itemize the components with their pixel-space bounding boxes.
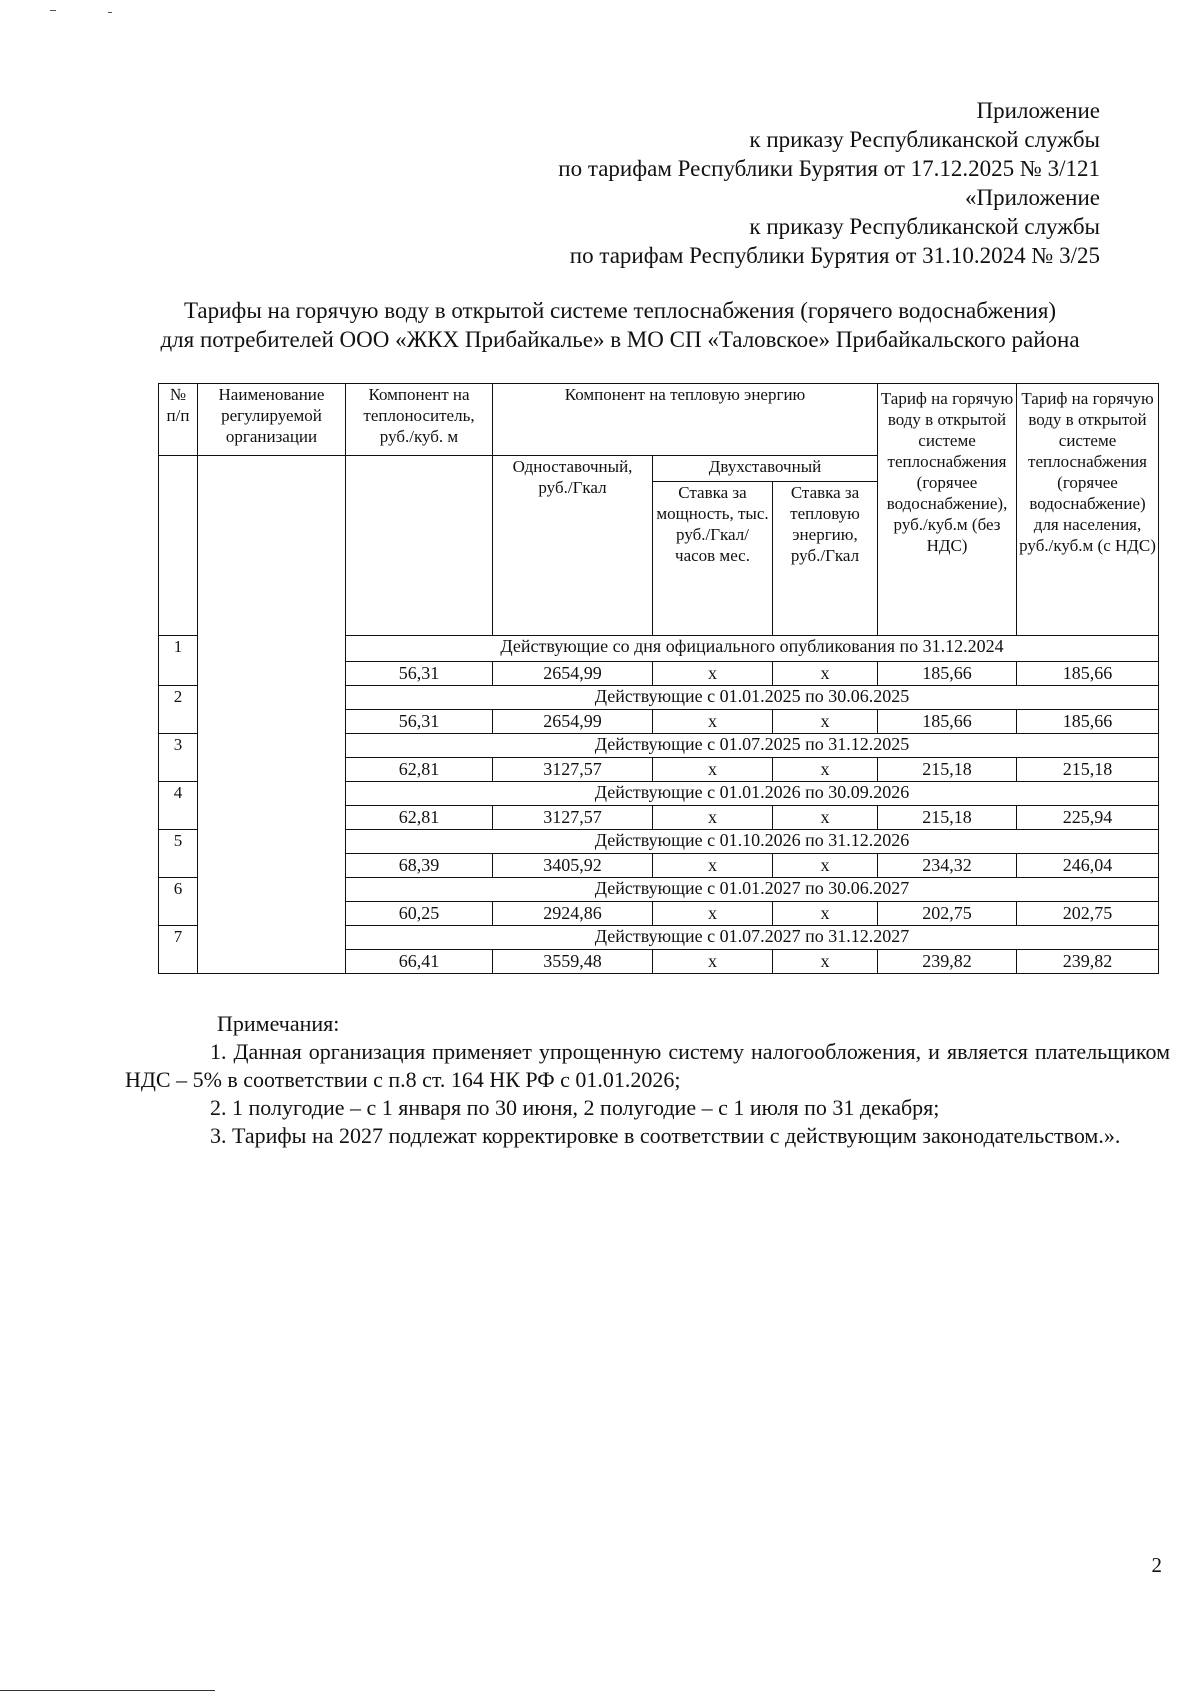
period-label: Действующие со дня официального опубликования по 31.12.2024	[346, 636, 1159, 662]
energy-rate-value: х	[773, 806, 878, 830]
header-num-empty	[159, 456, 198, 636]
notes-section	[125, 1010, 1170, 1150]
header-line: «Приложение	[965, 185, 1100, 210]
capacity-rate-value: х	[653, 854, 773, 878]
note-item: 3. Тарифы на 2027 подлежат корректировке в соответствии с действующим законодательством.».	[210, 1123, 1121, 1148]
header-num: № п/п	[159, 384, 198, 456]
period-label: Действующие с 01.01.2025 по 30.06.2025	[346, 686, 1159, 710]
header-heat: Компонент на тепловую энергию	[493, 384, 878, 456]
row-number: 1	[159, 636, 198, 686]
carrier-value: 56,31	[346, 710, 493, 734]
energy-rate-value: х	[773, 662, 878, 686]
tariff-population-value: 246,04	[1017, 854, 1159, 878]
tariff-value: 239,82	[878, 950, 1017, 974]
row-number: 7	[159, 926, 198, 974]
carrier-value: 62,81	[346, 806, 493, 830]
header-capacity: Ставка за мощность, тыс. руб./Гкал/ часов мес.	[653, 482, 773, 636]
header-line: к приказу Республиканской службы	[749, 214, 1100, 239]
scan-speck	[108, 12, 112, 13]
energy-rate-value: х	[773, 710, 878, 734]
carrier-value: 62,81	[346, 758, 493, 782]
scan-edge-line	[0, 1690, 215, 1691]
single-rate-value: 2654,99	[493, 710, 653, 734]
org-name-cell	[198, 456, 346, 974]
tariff-value: 215,18	[878, 758, 1017, 782]
row-number: 5	[159, 830, 198, 878]
row-number: 4	[159, 782, 198, 830]
capacity-rate-value: х	[653, 758, 773, 782]
carrier-value: 66,41	[346, 950, 493, 974]
header-line: по тарифам Республики Бурятия от 31.10.2024 № 3/25	[569, 243, 1100, 268]
appendix-header	[558, 96, 1100, 270]
row-number: 2	[159, 686, 198, 734]
header-two-rate: Двухставочный	[653, 456, 878, 482]
header-line: Приложение	[976, 98, 1100, 123]
tariff-population-value: 215,18	[1017, 758, 1159, 782]
row-number: 3	[159, 734, 198, 782]
period-label: Действующие с 01.07.2025 по 31.12.2025	[346, 734, 1159, 758]
single-rate-value: 3127,57	[493, 758, 653, 782]
scan-speck	[50, 10, 56, 11]
tariff-value: 202,75	[878, 902, 1017, 926]
single-rate-value: 2654,99	[493, 662, 653, 686]
page-number: 2	[1151, 1553, 1162, 1577]
header-carrier-empty	[346, 456, 493, 636]
capacity-rate-value: х	[653, 710, 773, 734]
capacity-rate-value: х	[653, 902, 773, 926]
single-rate-value: 2924,86	[493, 902, 653, 926]
energy-rate-value: х	[773, 950, 878, 974]
title-line-2: для потребителей ООО «ЖКХ Прибайкалье» в МО СП «Таловское» Прибайкальского района	[160, 327, 1080, 352]
tariff-value: 185,66	[878, 662, 1017, 686]
single-rate-value: 3405,92	[493, 854, 653, 878]
period-label: Действующие с 01.01.2027 по 30.06.2027	[346, 878, 1159, 902]
header-name: Наименование регулируемой организации	[198, 384, 346, 456]
tariff-population-value: 185,66	[1017, 710, 1159, 734]
header-tariff-population: Тариф на горячую воду в открытой системе теплоснабжения (горячее водоснабжение) для населения, руб./куб.м (с НДС)	[1017, 384, 1159, 636]
tariff-table	[158, 383, 1159, 974]
title-line-1: Тарифы на горячую воду в открытой системе теплоснабжения (горячего водоснабжения)	[183, 298, 1057, 323]
energy-rate-value: х	[773, 758, 878, 782]
header-tariff-no-vat: Тариф на горячую воду в открытой системе теплоснабжения (горячее водоснабжение), руб./куб.м (без НДС)	[878, 384, 1017, 636]
tariff-population-value: 225,94	[1017, 806, 1159, 830]
carrier-value: 68,39	[346, 854, 493, 878]
energy-rate-value: х	[773, 854, 878, 878]
tariff-population-value: 239,82	[1017, 950, 1159, 974]
single-rate-value: 3127,57	[493, 806, 653, 830]
tariff-population-value: 202,75	[1017, 902, 1159, 926]
tariff-value: 215,18	[878, 806, 1017, 830]
notes-title: Примечания:	[217, 1011, 340, 1036]
capacity-rate-value: х	[653, 806, 773, 830]
single-rate-value: 3559,48	[493, 950, 653, 974]
capacity-rate-value: х	[653, 662, 773, 686]
capacity-rate-value: х	[653, 950, 773, 974]
header-carrier: Компонент на теплоноситель, руб./куб. м	[346, 384, 493, 456]
note-item: 2. 1 полугодие – с 1 января по 30 июня, 2 полугодие – с 1 июля по 31 декабря;	[210, 1095, 940, 1120]
carrier-value: 60,25	[346, 902, 493, 926]
period-label: Действующие с 01.01.2026 по 30.09.2026	[346, 782, 1159, 806]
energy-rate-value: х	[773, 902, 878, 926]
period-label: Действующие с 01.10.2026 по 31.12.2026	[346, 830, 1159, 854]
header-energy: Ставка за тепловую энергию, руб./Гкал	[773, 482, 878, 636]
header-single: Одноставочный, руб./Гкал	[493, 456, 653, 636]
period-label: Действующие с 01.07.2027 по 31.12.2027	[346, 926, 1159, 950]
tariff-value: 234,32	[878, 854, 1017, 878]
tariff-population-value: 185,66	[1017, 662, 1159, 686]
document-title	[120, 296, 1120, 354]
carrier-value: 56,31	[346, 662, 493, 686]
header-line: к приказу Республиканской службы	[749, 127, 1100, 152]
tariff-value: 185,66	[878, 710, 1017, 734]
row-number: 6	[159, 878, 198, 926]
header-line: по тарифам Республики Бурятия от 17.12.2025 № 3/121	[558, 156, 1100, 181]
header-row-1	[159, 384, 1159, 456]
note-item: 1. Данная организация применяет упрощенную систему налогообложения, и является плательщиком НДС – 5% в соответствии с п.8 ст. 164 НК РФ с 01.01.2026;	[125, 1039, 1170, 1092]
